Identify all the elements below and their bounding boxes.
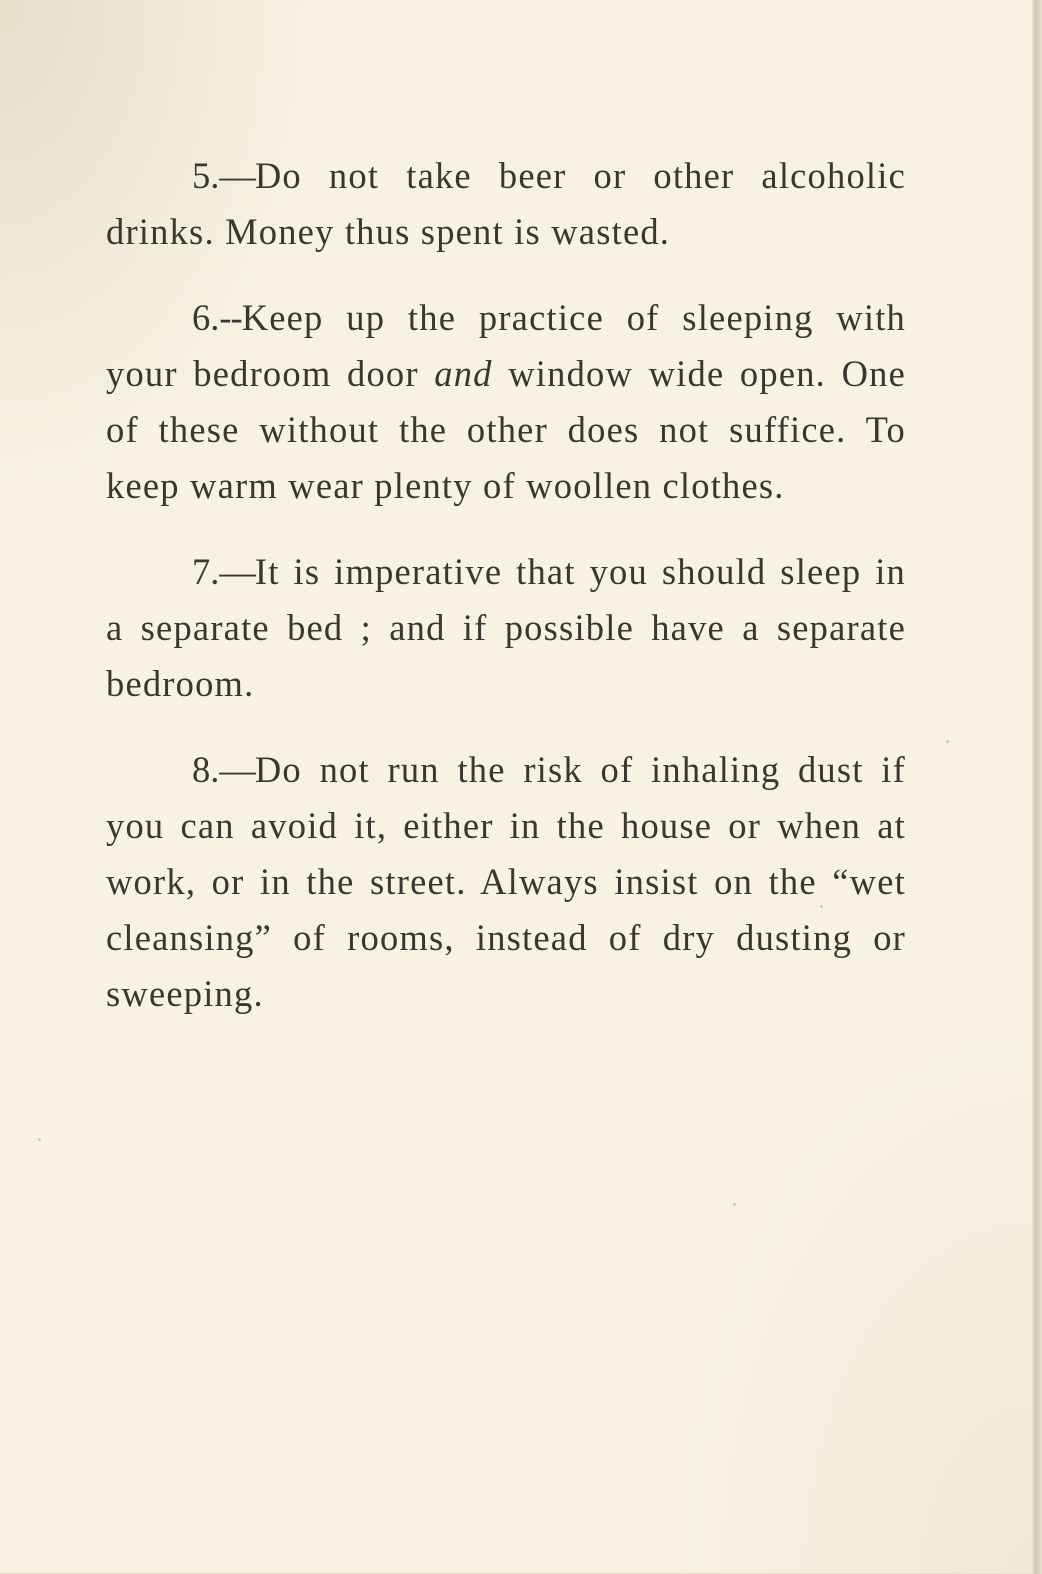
rule-8 — [106, 742, 906, 1022]
rule-6 — [106, 290, 906, 514]
rule-5-number: 5. — [192, 155, 220, 196]
rule-8-number: 8. — [192, 749, 220, 790]
page-edge-shadow — [1034, 0, 1042, 1574]
rule-5-dash: — — [219, 155, 255, 196]
rule-7 — [106, 544, 906, 712]
paper-speck — [820, 905, 823, 908]
rule-7-dash: — — [219, 551, 255, 592]
rule-7-number: 7. — [192, 551, 220, 592]
rule-6-dash: -- — [219, 297, 242, 338]
paper-speck — [946, 740, 949, 743]
paper-speck — [733, 1203, 736, 1206]
rule-8-dash: — — [219, 749, 255, 790]
rule-6-emphasis: and — [434, 353, 493, 394]
rule-6-text-after: window wide open. One of these without the other does not suffice. To keep warm wear plenty of woollen clothes. — [106, 353, 906, 506]
rules-text-block — [106, 148, 906, 1022]
rule-6-number: 6. — [192, 297, 220, 338]
rule-7-text: It is imperative that you should sleep in a separate bed ; and if possible have a separate bedroom. — [106, 551, 906, 704]
rule-5-text: Do not take beer or other alcoholic drinks. Money thus spent is wasted. — [106, 155, 906, 252]
rule-8-text: Do not run the risk of inhaling dust if you can avoid it, either in the house or when at work, or in the street. Always insist on the “wet cleansing” of rooms, instead of dry dusting or sweeping. — [106, 749, 906, 1014]
rule-6-text-before: Keep up the practice of sleeping with your bedroom door — [106, 297, 906, 394]
rule-5 — [106, 148, 906, 260]
paper-speck — [38, 1138, 41, 1141]
